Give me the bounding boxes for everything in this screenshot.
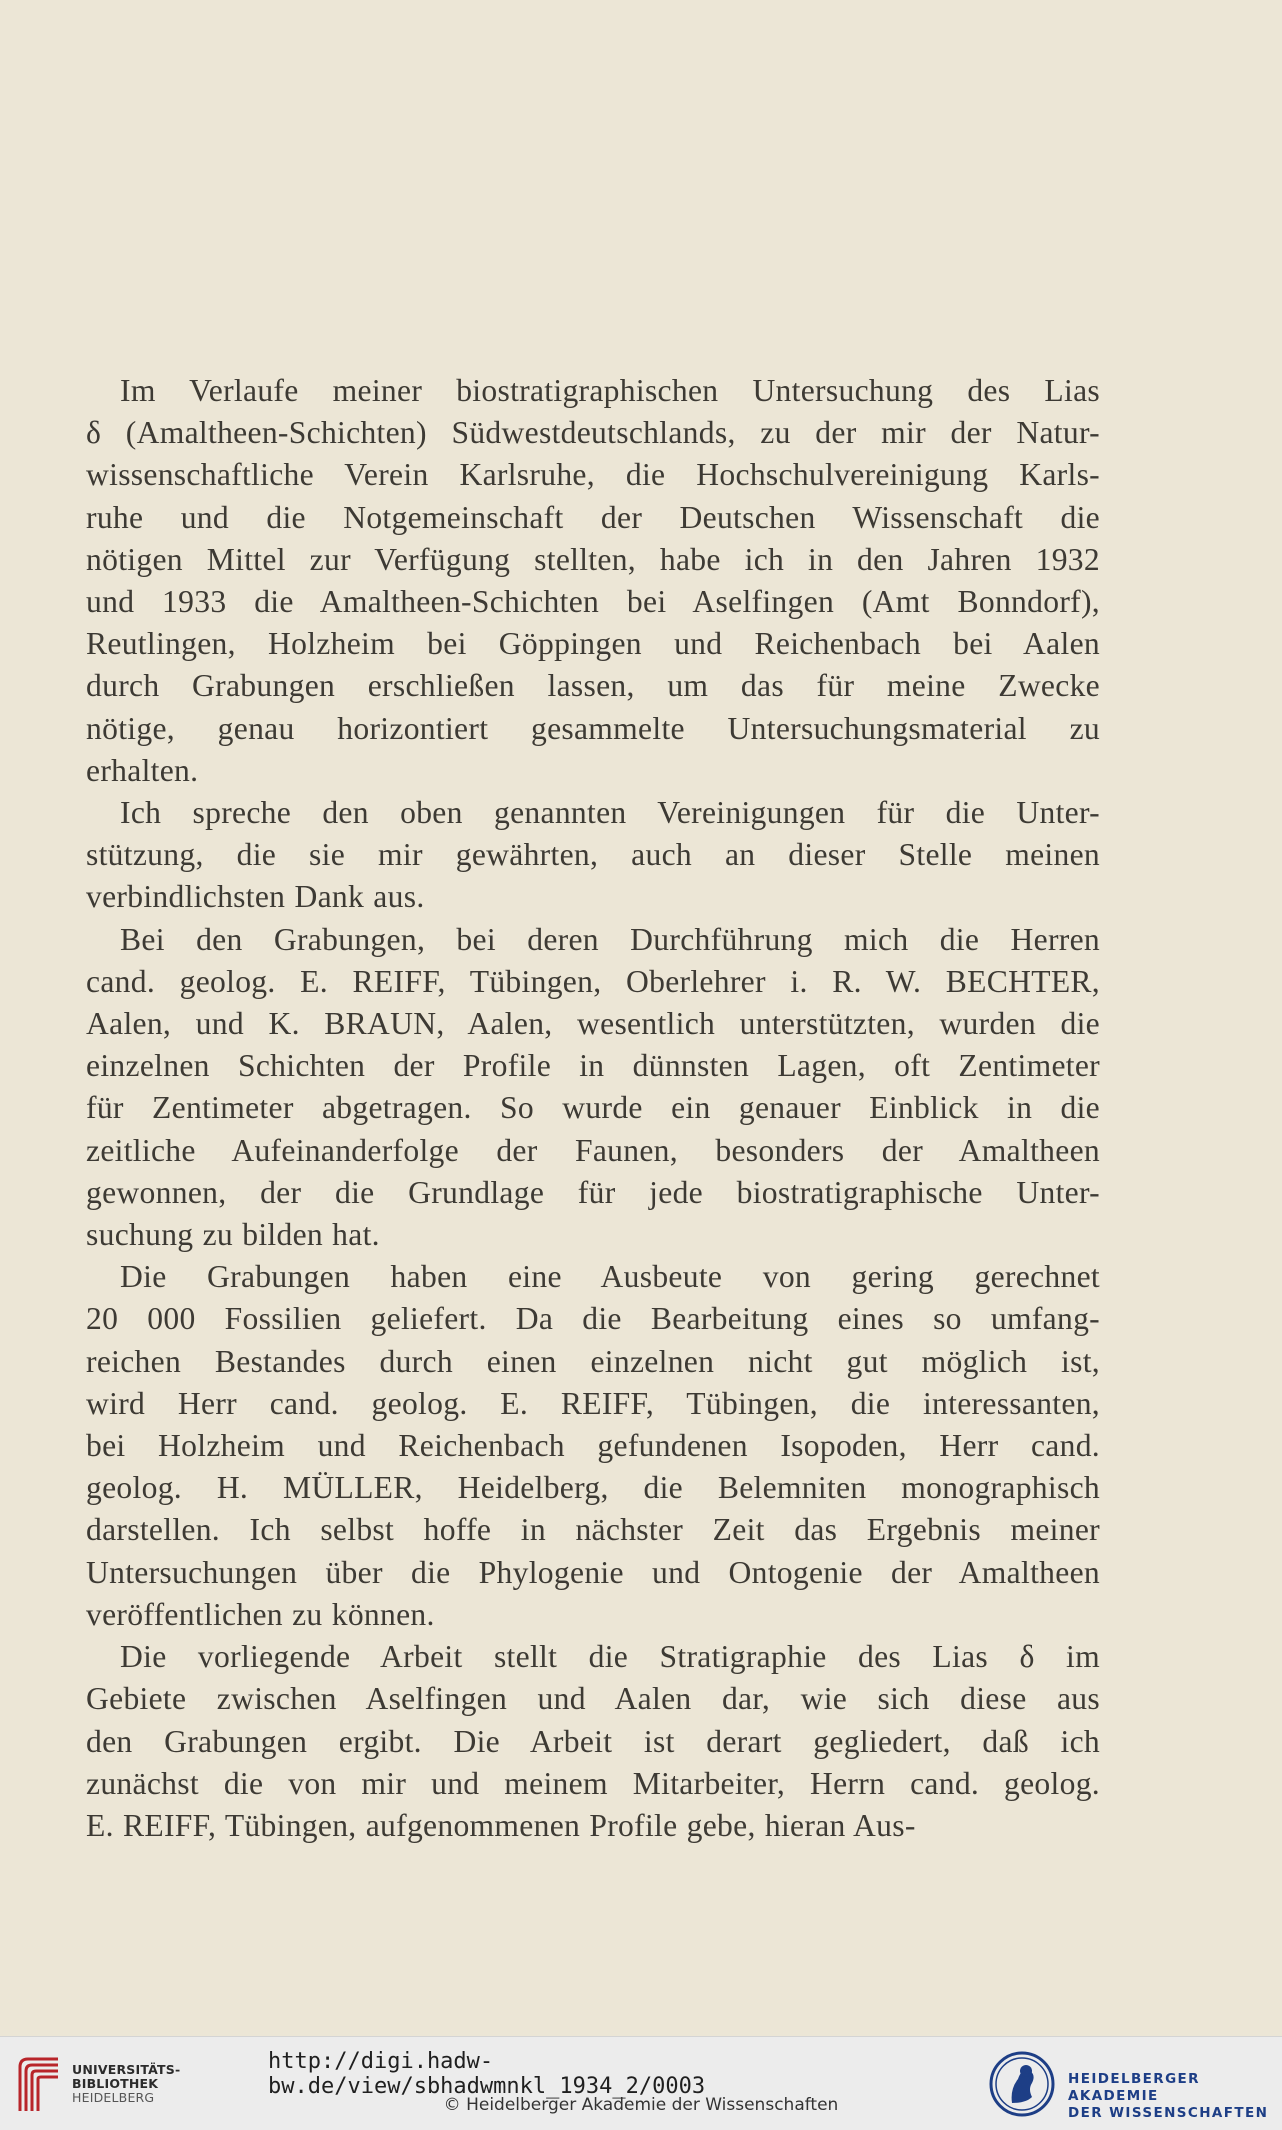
text-line: gewonnen, der die Grundlage für jede biostratigraphische Unter- xyxy=(86,1174,1100,1210)
ub-line-2: BIBLIOTHEK xyxy=(72,2076,159,2091)
text-line: und 1933 die Amaltheen-Schichten bei Aselfingen (Amt Bonndorf), xyxy=(86,584,1100,620)
text-line: bei Holzheim und Reichenbach gefundenen Isopoden, Herr cand. xyxy=(86,1428,1100,1464)
body-text xyxy=(86,370,1100,1847)
academy-seal-icon[interactable] xyxy=(988,2049,1056,2119)
viewer-footer xyxy=(0,2036,1282,2130)
text-line: Ich spreche den oben genannten Vereinigungen für die Unter- xyxy=(120,795,1100,831)
copyright-notice: © Heidelberger Akademie der Wissenschaften xyxy=(443,2095,839,2115)
text-line: Gebiete zwischen Aselfingen und Aalen dar, wie sich diese aus xyxy=(86,1681,1100,1717)
academy-line-2: DER WISSENSCHAFTEN xyxy=(1068,2105,1269,2121)
text-line: den Grabungen ergibt. Die Arbeit ist derart gegliedert, daß ich xyxy=(86,1723,1100,1759)
text-line: zeitliche Aufeinanderfolge der Faunen, besonders der Amaltheen xyxy=(86,1132,1100,1168)
text-line: Aalen, und K. BRAUN, Aalen, wesentlich unterstützten, wurden die xyxy=(86,1006,1100,1042)
text-line: E. REIFF, Tübingen, aufgenommenen Profile gebe, hieran Aus- xyxy=(86,1807,916,1843)
academy-line-1: HEIDELBERGER AKADEMIE xyxy=(1068,2071,1200,2104)
text-line: Reutlingen, Holzheim bei Göppingen und Reichenbach bei Aalen xyxy=(86,626,1100,662)
text-line: einzelnen Schichten der Profile in dünnsten Lagen, oft Zentimeter xyxy=(86,1048,1100,1084)
text-line: stützung, die sie mir gewährten, auch an dieser Stelle meinen xyxy=(86,837,1100,873)
text-line: Untersuchungen über die Phylogenie und Ontogenie der Amaltheen xyxy=(86,1554,1100,1590)
text-line: nötigen Mittel zur Verfügung stellten, habe ich in den Jahren 1932 xyxy=(86,541,1100,577)
paragraph xyxy=(86,1636,1100,1847)
paragraph xyxy=(86,792,1100,919)
text-line: verbindlichsten Dank aus. xyxy=(86,879,425,915)
text-line: Im Verlaufe meiner biostratigraphischen Untersuchung des Lias xyxy=(120,373,1100,408)
permalink-url[interactable]: http://digi.hadw-bw.de/view/sbhadwmnkl_1934_2/0003 xyxy=(268,2049,706,2099)
text-line: geolog. H. MÜLLER, Heidelberg, die Belemniten monographisch xyxy=(86,1470,1100,1506)
text-line: Die Grabungen haben eine Ausbeute von gering gerechnet xyxy=(120,1259,1100,1295)
text-line: reichen Bestandes durch einen einzelnen nicht gut möglich ist, xyxy=(86,1343,1100,1379)
text-line: Bei den Grabungen, bei deren Durchführung mich die Herren xyxy=(120,921,1100,957)
paragraph xyxy=(86,370,1100,792)
paragraph xyxy=(86,1256,1100,1636)
text-line: cand. geolog. E. REIFF, Tübingen, Oberlehrer i. R. W. BECHTER, xyxy=(86,963,1100,999)
text-line: zunächst die von mir und meinem Mitarbeiter, Herrn cand. geolog. xyxy=(86,1765,1100,1801)
text-line: nötige, genau horizontiert gesammelte Untersuchungsmaterial zu xyxy=(86,710,1100,746)
text-line: für Zentimeter abgetragen. So wurde ein genauer Einblick in die xyxy=(86,1090,1100,1126)
text-line: 20 000 Fossilien geliefert. Da die Bearbeitung eines so umfang- xyxy=(86,1301,1100,1337)
ub-line-3: HEIDELBERG xyxy=(72,2090,155,2105)
text-line: Die vorliegende Arbeit stellt die Stratigraphie des Lias δ im xyxy=(120,1639,1100,1675)
text-line: suchung zu bilden hat. xyxy=(86,1217,380,1253)
text-line: darstellen. Ich selbst hoffe in nächster Zeit das Ergebnis meiner xyxy=(86,1512,1100,1548)
text-line: veröffentlichen zu können. xyxy=(86,1596,435,1632)
text-line: δ (Amaltheen-Schichten) Südwestdeutschlands, zu der mir der Natur- xyxy=(86,415,1100,451)
ub-line-1: UNIVERSITÄTS- xyxy=(72,2062,181,2077)
text-line: durch Grabungen erschließen lassen, um das für meine Zwecke xyxy=(86,668,1100,704)
text-line: wird Herr cand. geolog. E. REIFF, Tübingen, die interessanten, xyxy=(86,1385,1100,1421)
text-line: wissenschaftliche Verein Karlsruhe, die Hochschulvereinigung Karls- xyxy=(86,457,1100,493)
text-line: erhalten. xyxy=(86,752,199,788)
text-line: ruhe und die Notgemeinschaft der Deutschen Wissenschaft die xyxy=(86,499,1100,535)
academy-name xyxy=(1068,2071,1282,2122)
paragraph xyxy=(86,919,1100,1257)
